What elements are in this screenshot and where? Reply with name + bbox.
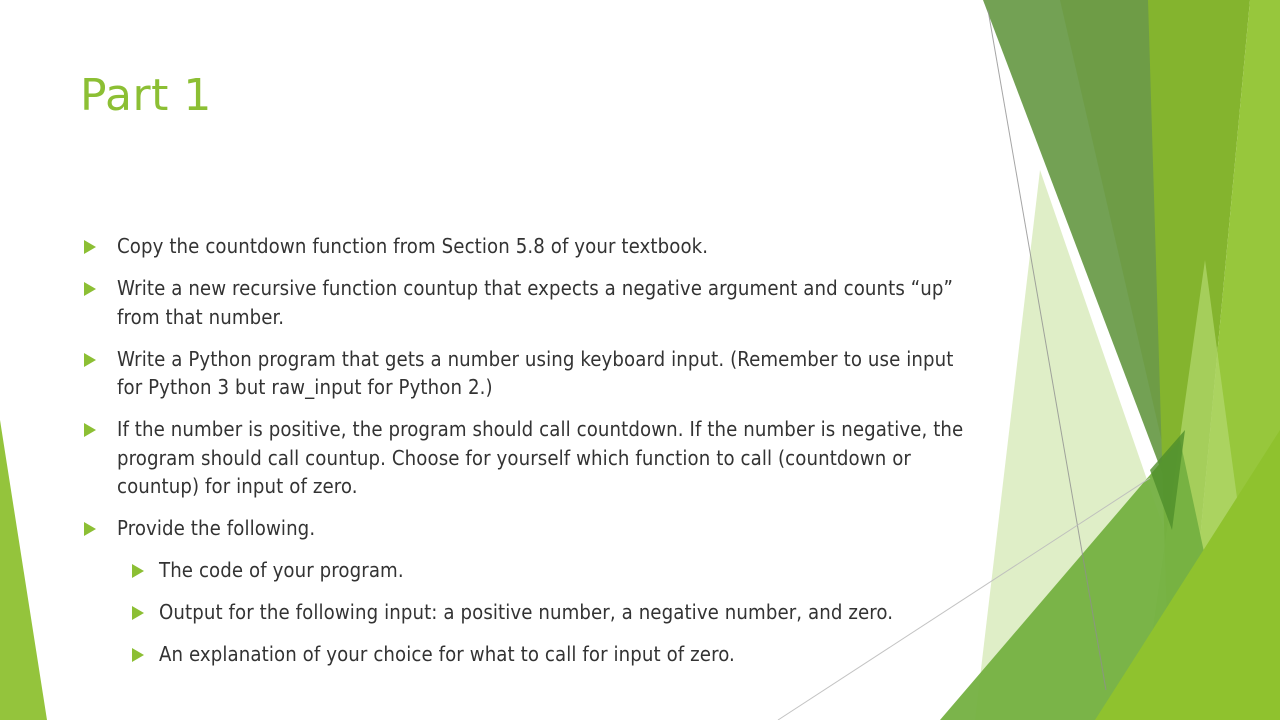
sub-bullet-item: [80, 598, 980, 627]
triangle-bullet-icon: [84, 522, 96, 536]
bullet-text: Write a Python program that gets a number using keyboard input. (Remember to use input for Python 3 but raw_input for Python 2.): [117, 346, 954, 399]
triangle-bullet-icon: [132, 564, 144, 578]
triangle-bullet-icon: [132, 606, 144, 620]
triangle-bullet-icon: [84, 240, 96, 254]
bullet-text: Write a new recursive function countup that expects a negative argument and counts “up” from that number.: [117, 276, 954, 329]
bullet-item: [80, 232, 980, 261]
slide-title: Part 1: [80, 70, 212, 121]
triangle-bullet-icon: [84, 423, 96, 437]
bullet-item: [80, 274, 980, 331]
triangle-bullet-icon: [84, 353, 96, 367]
bullet-text: The code of your program.: [159, 558, 404, 582]
sub-bullet-item: [80, 640, 980, 669]
triangle-bullet-icon: [84, 282, 96, 296]
sub-bullet-item: [80, 556, 980, 585]
bullet-text: Provide the following.: [117, 516, 316, 540]
triangle-bullet-icon: [132, 648, 144, 662]
bullet-item: [80, 345, 980, 402]
bullet-text: Copy the countdown function from Section 5.8 of your textbook.: [117, 234, 709, 258]
bullet-item: [80, 415, 980, 501]
bullet-text: Output for the following input: a positive number, a negative number, and zero.: [159, 600, 894, 624]
bullet-list: [80, 232, 980, 682]
bullet-item: [80, 514, 980, 543]
bullet-text: If the number is positive, the program should call countdown. If the number is negative, the program should call countup. Choose for yourself which function to call (countdown or countup) for input of zero.: [117, 417, 964, 498]
bullet-text: An explanation of your choice for what to call for input of zero.: [159, 642, 735, 666]
